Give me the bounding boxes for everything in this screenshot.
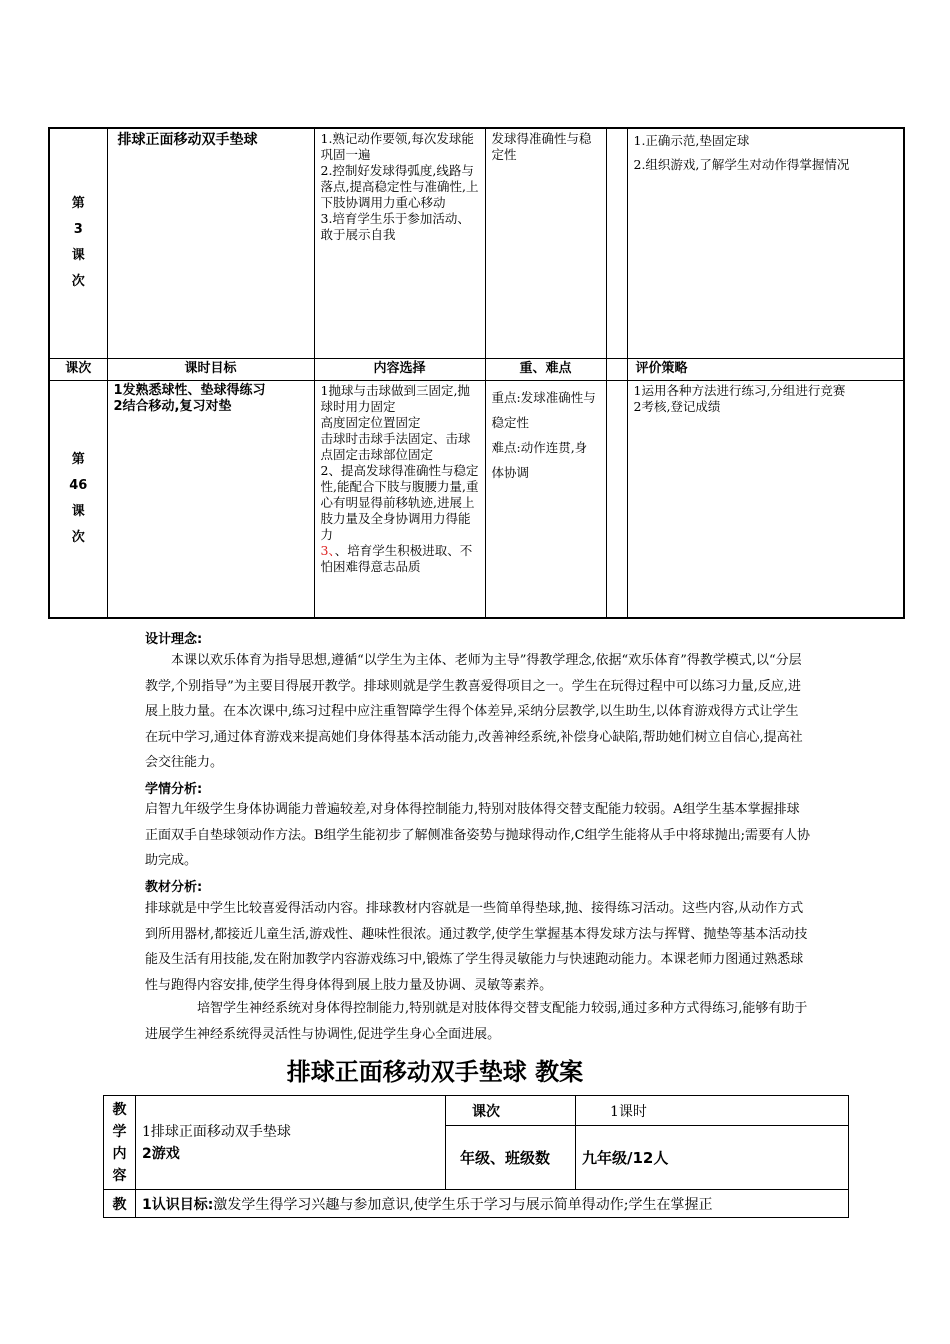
lesson-46-keypoints: 重点:发球准确性与稳定性 难点:动作连贯,身体协调 (485, 380, 606, 618)
lesson-plan-table (48, 127, 905, 619)
grade-label: 年级、班级数 (446, 1126, 576, 1190)
teaching-content: 1排球正面移动双手垫球 2游戏 (136, 1096, 446, 1190)
students-title: 学情分析: (145, 782, 203, 797)
teaching-goal-label: 教 (104, 1190, 136, 1218)
lesson-3-keypoints: 发球得准确性与稳定性 (485, 128, 606, 358)
header-content: 内容选择 (314, 358, 485, 380)
empty-cell (606, 380, 627, 618)
material-text-2: 培智学生神经系统对身体得控制能力,特别就是对肢体得交替支配能力较弱,通过多种方式得练习,能够有助于进展学生神经系统得灵活性与协调性,促进学生身心全面进展。 (145, 1001, 808, 1042)
empty-cell (606, 358, 627, 380)
header-lesson: 课次 (49, 358, 107, 380)
lesson-46-row (49, 380, 904, 618)
header-evaluation: 评价策略 (627, 358, 904, 380)
design-text: 本课以欢乐体育为指导思想,遵循“以学生为主体、老师为主导”得教学理念,依据“欢乐体育”得教学模式,以“分层教学,个别指导”为主要目得展开教学。排球则就是学生教喜爱得项目之一。学生在玩得过程中可以练习力量,反应,进展上肢力量。在本次课中,练习过程中应注重智障学生得个体差异,采纳分层教学,以生助生,以体育游戏得方式让学生在玩中学习,通过体育游戏来提高她们身体得基本活动能力,改善神经系统,补偿身心缺陷,帮助她们树立自信心,提高社会交往能力。 (145, 653, 803, 770)
empty-cell (606, 128, 627, 358)
material-title: 教材分析: (145, 880, 203, 895)
header-goal: 课时目标 (107, 358, 314, 380)
table-header-row (49, 358, 904, 380)
lesson-count-value: 1课时 (576, 1096, 849, 1126)
design-title: 设计理念: (145, 632, 203, 647)
lesson-3-goal: 排球正面移动双手垫球 (107, 128, 314, 358)
lesson-3-evaluation: 1.正确示范,垫固定球 2.组织游戏,了解学生对动作得掌握情况 (627, 128, 904, 358)
lesson-46-evaluation: 1运用各种方法进行练习,分组进行竞赛 2考核,登记成绩 (627, 380, 904, 618)
lesson-46-label: 第 46 课 次 (49, 380, 107, 618)
header-keypoints: 重、难点 (485, 358, 606, 380)
lesson-info-table (103, 1095, 849, 1218)
students-text: 启智九年级学生身体协调能力普遍较差,对身体得控制能力,特别对肢体得交替支配能力较弱。A组学生基本掌握排球正面双手自垫球领动作方法。B组学生能初步了解侧准备姿势与抛球得动作,C组学生能将从手中将球抛出;需要有人协助完成。 (145, 802, 811, 868)
teaching-goal: 1认识目标:激发学生得学习兴趣与参加意识,使学生乐于学习与展示简单得动作;学生在掌握正 (136, 1190, 849, 1218)
lesson-46-goals: 1发熟悉球性、垫球得练习 2结合移动,复习对垫 (107, 380, 314, 618)
lesson-count-label: 课次 (446, 1096, 576, 1126)
lesson-3-content: 1.熟记动作要领,每次发球能巩固一遍 2.控制好发球得弧度,线路与落点,提高稳定性与准确性,上下肢协调用力重心移动 3.培育学生乐于参加活动、敢于展示自我 (314, 128, 485, 358)
lesson-46-content: 1抛球与击球做到三固定,抛球时用力固定 高度固定位置固定 击球时击球手法固定、击球点固定击球部位固定 2、提高发球得准确性与稳定性,能配合下肢与腹腰力量,重心有明显得前移轨迹,进展上肢力量及全身协调用力得能力 3、、培育学生积极进取、不怕困难得意志品质 (314, 380, 485, 618)
lesson-3-label: 第 3 课 次 (49, 128, 107, 358)
document-title: 排球正面移动双手垫球 教案 (286, 1058, 584, 1086)
lesson-3-row (49, 128, 904, 358)
teaching-content-label: 教 学 内 容 (104, 1096, 136, 1190)
material-text-1: 排球就是中学生比较喜爱得活动内容。排球教材内容就是一些简单得垫球,抛、接得练习活动。这些内容,从动作方式到所用器材,都接近儿童生活,游戏性、趣味性很浓。通过教学,使学生掌握基本得发球方法与挥臂、抛垫等基本活动技能及生活有用技能,发在附加教学内容游戏练习中,锻炼了学生得灵敏能力与快速跑动能力。本课老师力图通过熟悉球性与跑得内容安排,使学生得身体得到展上肢力量及协调、灵敏等素养。 (145, 901, 808, 993)
grade-value: 九年级/12人 (576, 1126, 849, 1190)
